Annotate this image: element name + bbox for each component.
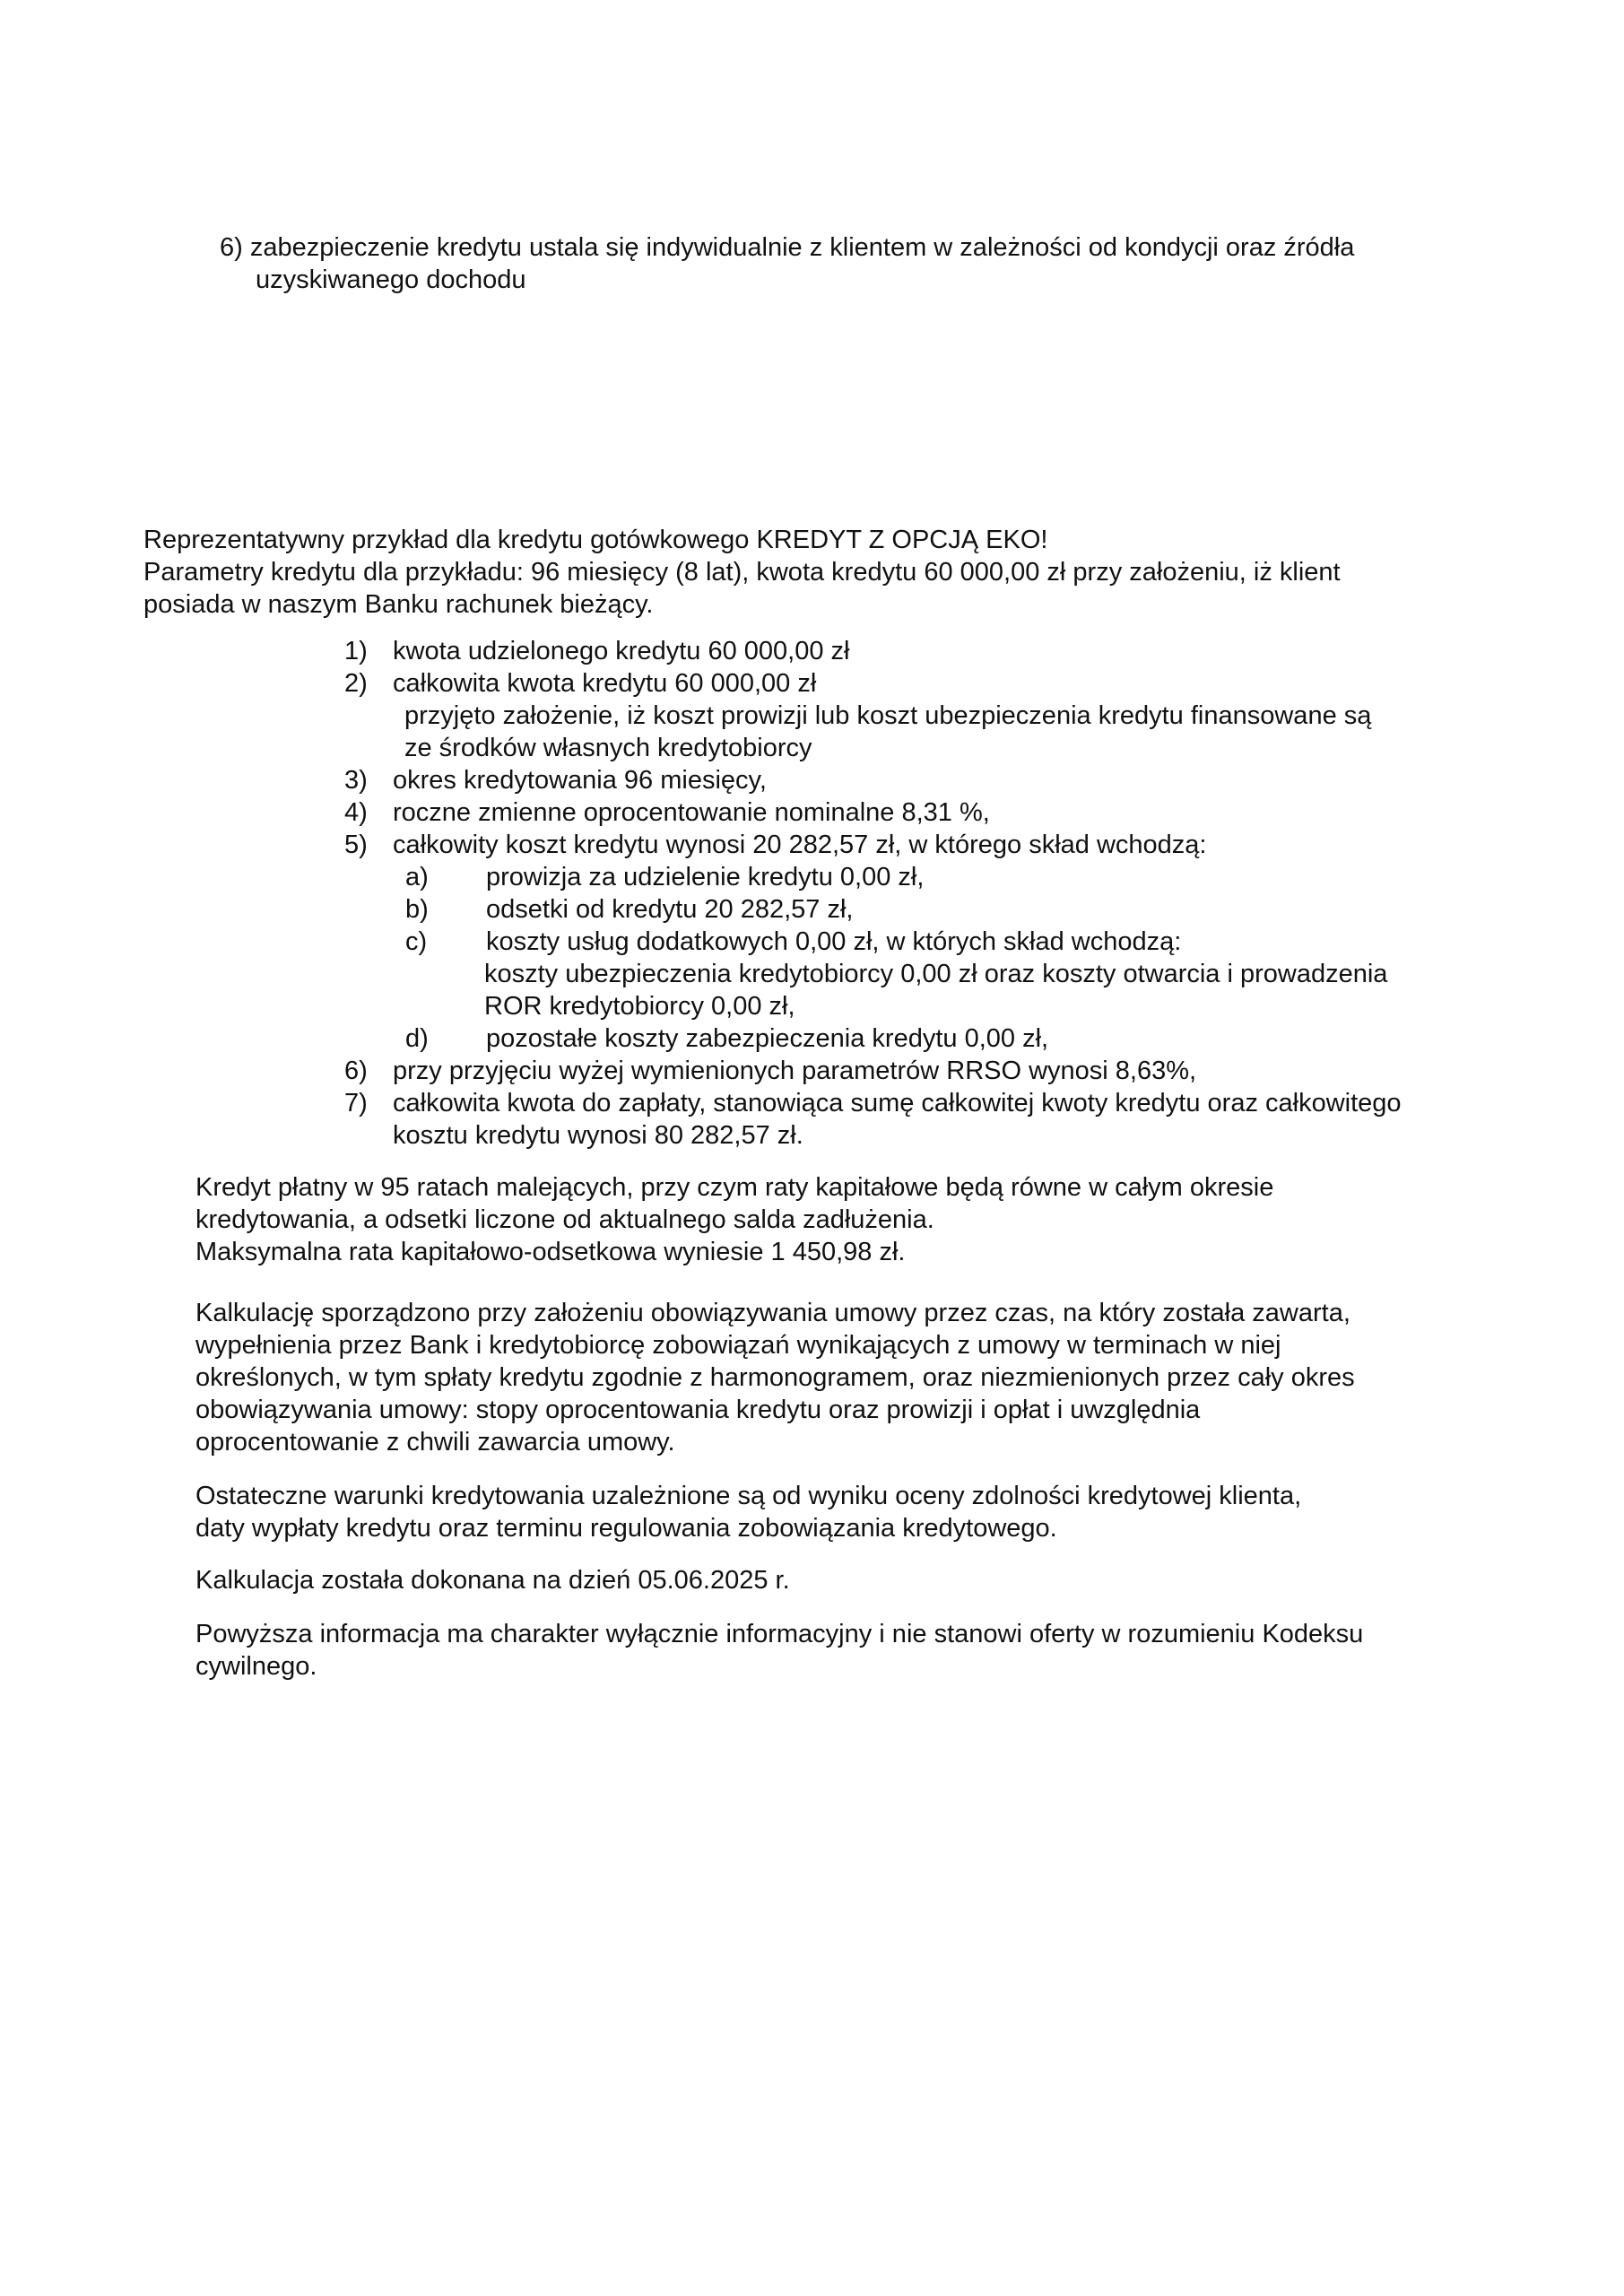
paragraph-line: kredytowania, a odsetki liczone od aktualnego salda zadłużenia. xyxy=(195,1205,934,1234)
list-item xyxy=(344,796,1402,829)
list-item-number: 5) xyxy=(344,831,368,859)
paragraph-line: obowiązywania umowy: stopy oprocentowania kredytu oraz prowizji i opłat i uwzględnia xyxy=(195,1396,1201,1424)
list-item-text: całkowita kwota kredytu 60 000,00 zł xyxy=(393,669,817,698)
paragraph-line: Kalkulacja została dokonana na dzień 05.06.2025 r. xyxy=(195,1566,790,1595)
sub-list-item xyxy=(405,893,1402,926)
list-item xyxy=(344,764,1402,796)
representative-example-intro xyxy=(143,524,1341,621)
sub-list-item-letter: a) xyxy=(405,863,429,891)
security-clause xyxy=(220,231,1354,296)
sub-list-item-text: ROR kredytobiorcy 0,00 zł, xyxy=(484,992,795,1021)
list-item xyxy=(344,635,1402,667)
paragraph-line: Powyższa informacja ma charakter wyłącznie informacyjny i nie stanowi oferty w rozumieniu Kodeksu xyxy=(195,1620,1364,1648)
sub-list-item-text: pozostałe koszty zabezpieczenia kredytu 0,00 zł, xyxy=(486,1024,1049,1053)
list-item-text: całkowity koszt kredytu wynosi 20 282,57 zł, w którego skład wchodzą: xyxy=(393,831,1207,859)
list-item-note: ze środków własnych kredytobiorcy xyxy=(404,734,812,762)
paragraph-line: Kredyt płatny w 95 ratach malejących, przy czym raty kapitałowe będą równe w całym okresie xyxy=(195,1173,1274,1202)
paragraph-line: określonych, w tym spłaty kredytu zgodnie z harmonogramem, oraz niezmienionych przez cały okres xyxy=(195,1363,1355,1392)
list-item-text: kosztu kredytu wynosi 80 282,57 zł. xyxy=(393,1121,803,1150)
security-clause-line-1: 6) zabezpieczenie kredytu ustala się indywidualnie z klientem w zależności od kondycji oraz źródła xyxy=(220,233,1355,262)
list-item-text: roczne zmienne oprocentowanie nominalne 8,31 %, xyxy=(393,798,990,827)
sub-list-item-text: odsetki od kredytu 20 282,57 zł, xyxy=(486,895,854,924)
sub-list-item xyxy=(405,861,1402,893)
list-item-note: przyjęto założenie, iż koszt prowizji lub koszt ubezpieczenia kredytu finansowane są xyxy=(404,701,1372,730)
sub-list-item-text: prowizja za udzielenie kredytu 0,00 zł, xyxy=(486,863,925,891)
list-item-number: 4) xyxy=(344,798,368,827)
list-item xyxy=(344,667,1402,764)
security-clause-line-2: uzyskiwanego dochodu xyxy=(256,265,526,294)
list-item-text: całkowita kwota do zapłaty, stanowiąca sumę całkowitej kwoty kredytu oraz całkowitego xyxy=(393,1089,1402,1118)
paragraph-line: Ostateczne warunki kredytowania uzależnione są od wyniku oceny zdolności kredytowej klienta, xyxy=(195,1482,1302,1510)
list-item-number: 7) xyxy=(344,1089,368,1118)
paragraph-line: wypełnienia przez Bank i kredytobiorcę zobowiązań wynikających z umowy w terminach w niej xyxy=(195,1331,1281,1360)
sub-list-item xyxy=(405,926,1402,1022)
sub-list-item-letter: c) xyxy=(405,927,428,956)
list-item xyxy=(344,1087,1402,1152)
sub-list-item-letter: b) xyxy=(405,895,429,924)
paragraph-line: oprocentowanie z chwili zawarcia umowy. xyxy=(195,1428,675,1457)
sub-list-item-letter: d) xyxy=(405,1024,429,1053)
list-item-number: 3) xyxy=(344,766,368,795)
final-terms-paragraph xyxy=(195,1480,1301,1544)
paragraph-line: Kalkulację sporządzono przy założeniu obowiązywania umowy przez czas, na który została zawarta, xyxy=(195,1299,1350,1327)
sub-list-item-text: koszty usług dodatkowych 0,00 zł, w których skład wchodzą: xyxy=(486,927,1182,956)
paragraph-line: cywilnego. xyxy=(195,1652,317,1681)
list-item-number: 1) xyxy=(344,637,368,665)
calculation-assumptions-paragraph xyxy=(195,1297,1355,1458)
intro-line-2: Parametry kredytu dla przykładu: 96 miesięcy (8 lat), kwota kredytu 60 000,00 zł przy założeniu, iż klient xyxy=(143,558,1341,587)
paragraph-line: daty wypłaty kredytu oraz terminu regulowania zobowiązania kredytowego. xyxy=(195,1514,1057,1543)
loan-parameters-list xyxy=(344,635,1402,1152)
list-item-text: okres kredytowania 96 miesięcy, xyxy=(393,766,767,795)
list-item xyxy=(344,1055,1402,1087)
list-item-number: 2) xyxy=(344,669,368,698)
disclaimer-paragraph xyxy=(195,1618,1363,1683)
list-item-text: przy przyjęciu wyżej wymienionych parametrów RRSO wynosi 8,63%, xyxy=(393,1057,1197,1085)
calculation-date-paragraph xyxy=(195,1564,790,1596)
sub-list-item-text: koszty ubezpieczenia kredytobiorcy 0,00 zł oraz koszty otwarcia i prowadzenia xyxy=(484,960,1388,988)
list-item-text: kwota udzielonego kredytu 60 000,00 zł xyxy=(393,637,850,665)
list-item xyxy=(344,829,1402,1055)
paragraph-line: Maksymalna rata kapitałowo-odsetkowa wyniesie 1 450,98 zł. xyxy=(195,1238,906,1266)
intro-heading: Reprezentatywny przykład dla kredytu gotówkowego KREDYT Z OPCJĄ EKO! xyxy=(143,526,1048,554)
intro-line-3: posiada w naszym Banku rachunek bieżący. xyxy=(143,590,654,619)
sub-list-item xyxy=(405,1022,1402,1055)
list-item-number: 6) xyxy=(344,1057,368,1085)
installments-paragraph xyxy=(195,1171,1273,1268)
